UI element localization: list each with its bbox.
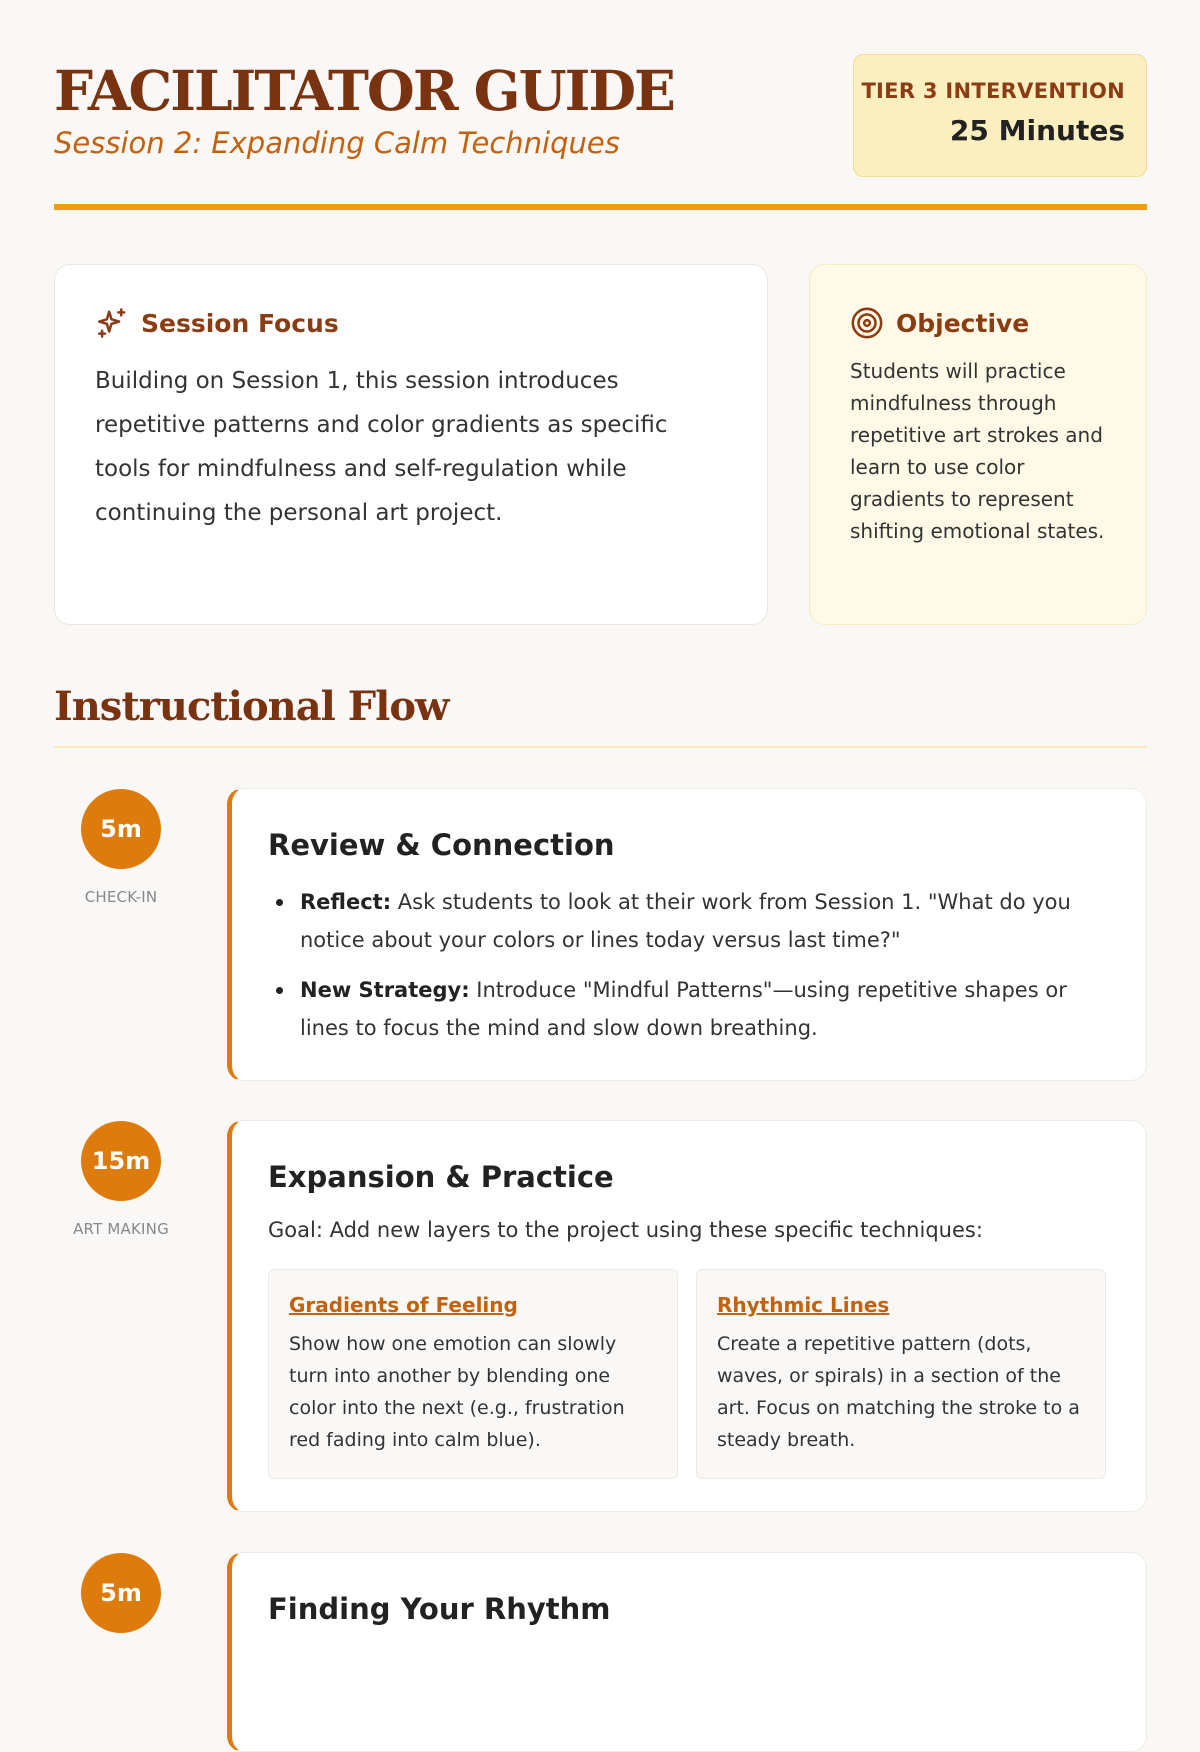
technique-text: Show how one emotion can slowly turn into another by blending one color into the next (e.g., frustration red fading into calm blue). [289, 1333, 625, 1451]
step-goal: Goal: Add new layers to the project using these specific techniques: [268, 1218, 983, 1242]
bullet-label: New Strategy: [300, 978, 470, 1002]
bullet-label: Reflect: [300, 890, 392, 914]
technique-title: Rhythmic Lines [717, 1293, 890, 1317]
step-tag: CHECK-IN [84, 888, 158, 906]
step-title: Review & Connection [268, 828, 615, 862]
session-focus-title: Session Focus [141, 308, 339, 338]
list-item [268, 883, 1106, 959]
instructional-flow-title: Instructional Flow [54, 683, 449, 730]
step-time-badge: 5m [81, 789, 161, 869]
objective-title: Objective [896, 308, 1030, 338]
step-bullet-list [268, 883, 1106, 1047]
step-time-badge: 15m [81, 1121, 161, 1201]
technique-card [268, 1269, 678, 1479]
header [54, 0, 1147, 210]
header-divider [54, 204, 1147, 210]
step-card-expansion [227, 1120, 1147, 1512]
list-item [268, 971, 1106, 1047]
bullet-text: Ask students to look at their work from Session 1. "What do you notice about your colors or lines today versus last time?" [300, 890, 1071, 952]
objective-card [809, 264, 1147, 625]
section-divider [54, 746, 1147, 748]
step-card-rhythm [227, 1552, 1147, 1752]
tier-badge [853, 54, 1147, 177]
technique-row [268, 1269, 1106, 1479]
technique-text: Create a repetitive pattern (dots, waves, or spirals) in a section of the art. Focus on matching the stroke to a steady breath. [717, 1333, 1080, 1451]
objective-header [850, 305, 1106, 341]
page-subtitle: Session 2: Expanding Calm Techniques [54, 126, 620, 160]
step-title: Expansion & Practice [268, 1160, 614, 1194]
session-focus-header [95, 305, 727, 341]
step-tag: ART MAKING [73, 1220, 169, 1238]
technique-title: Gradients of Feeling [289, 1293, 518, 1317]
step-title: Finding Your Rhythm [268, 1592, 611, 1626]
facilitator-guide-page [54, 0, 1147, 1626]
tier-label: TIER 3 INTERVENTION [861, 79, 1125, 103]
session-duration: 25 Minutes [949, 114, 1125, 147]
objective-text: Students will practice mindfulness through repetitive art strokes and learn to use color gradients to represent shifting emotional states. [850, 359, 1105, 543]
step-time-badge: 5m [81, 1553, 161, 1633]
bullet-text: Introduce "Mindful Patterns"—using repetitive shapes or lines to focus the mind and slow down breathing. [300, 978, 1067, 1040]
target-icon [850, 306, 884, 340]
page-title: FACILITATOR GUIDE [54, 58, 674, 123]
session-focus-text: Building on Session 1, this session introduces repetitive patterns and color gradients as specific tools for mindfulness and self-regulation while continuing the personal art project. [95, 368, 668, 526]
sparkles-icon [95, 306, 129, 340]
step-card-review [227, 788, 1147, 1081]
session-focus-card [54, 264, 768, 625]
technique-card [696, 1269, 1106, 1479]
